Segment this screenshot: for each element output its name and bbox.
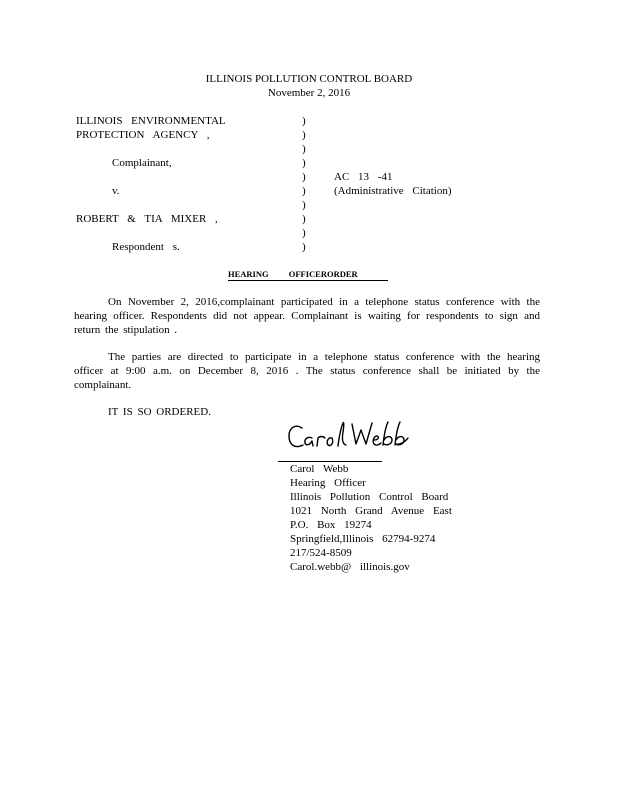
paragraph-2 — [74, 350, 540, 392]
complainant-name-line2: PROTECTION AGENCY , — [76, 129, 210, 141]
signer-name: Carol Webb — [290, 463, 349, 475]
signer-title: Hearing Officer — [290, 477, 366, 489]
complainant-role: Complainant, — [112, 157, 172, 169]
paragraph-2-text: The parties are directed to participate in a telephone status conference with the hearing officer at 9:00 a.m. on December 8, 2016 . The status conference shall be initiated by the complainant. — [74, 351, 540, 391]
paragraph-3 — [74, 405, 540, 419]
order-date: November 2, 2016 — [267, 87, 351, 99]
respondent-role: Respondent s. — [112, 241, 180, 253]
paragraph-1-text: On November 2, 2016,complainant participated in a telephone status conference with the hearing officer. Respondents did not appear. Complainant is waiting for respondents to sign and return the stipulation . — [74, 296, 540, 336]
order-title: HEARING OFFICERORDER — [228, 269, 388, 281]
signer-po-box: P.O. Box 19274 — [290, 519, 372, 531]
signer-email: Carol.webb@ illinois.gov — [290, 561, 410, 573]
signature-block — [290, 462, 452, 574]
respondent-name: ROBERT & TIA MIXER , — [76, 213, 218, 225]
signer-street-address: 1021 North Grand Avenue East — [290, 505, 452, 517]
paragraph-1 — [74, 295, 540, 337]
case-number: AC 13 -41 — [334, 171, 393, 183]
signer-phone: 217/524-8509 — [290, 547, 352, 559]
versus: v. — [112, 185, 120, 197]
board-name: ILLINOIS POLLUTION CONTROL BOARD — [205, 73, 413, 85]
case-type: (Administrative Citation) — [334, 185, 452, 197]
complainant-name-line1: ILLINOIS ENVIRONMENTAL — [76, 115, 226, 127]
signer-organization: Illinois Pollution Control Board — [290, 491, 449, 503]
caption-parens: ) ) ) ) ) ) ) ) ) ) — [302, 115, 306, 253]
handwritten-signature — [286, 418, 416, 456]
paragraph-3-text: IT IS SO ORDERED. — [108, 406, 211, 418]
signer-city: Springfield,Illinois 62794-9274 — [290, 533, 436, 545]
